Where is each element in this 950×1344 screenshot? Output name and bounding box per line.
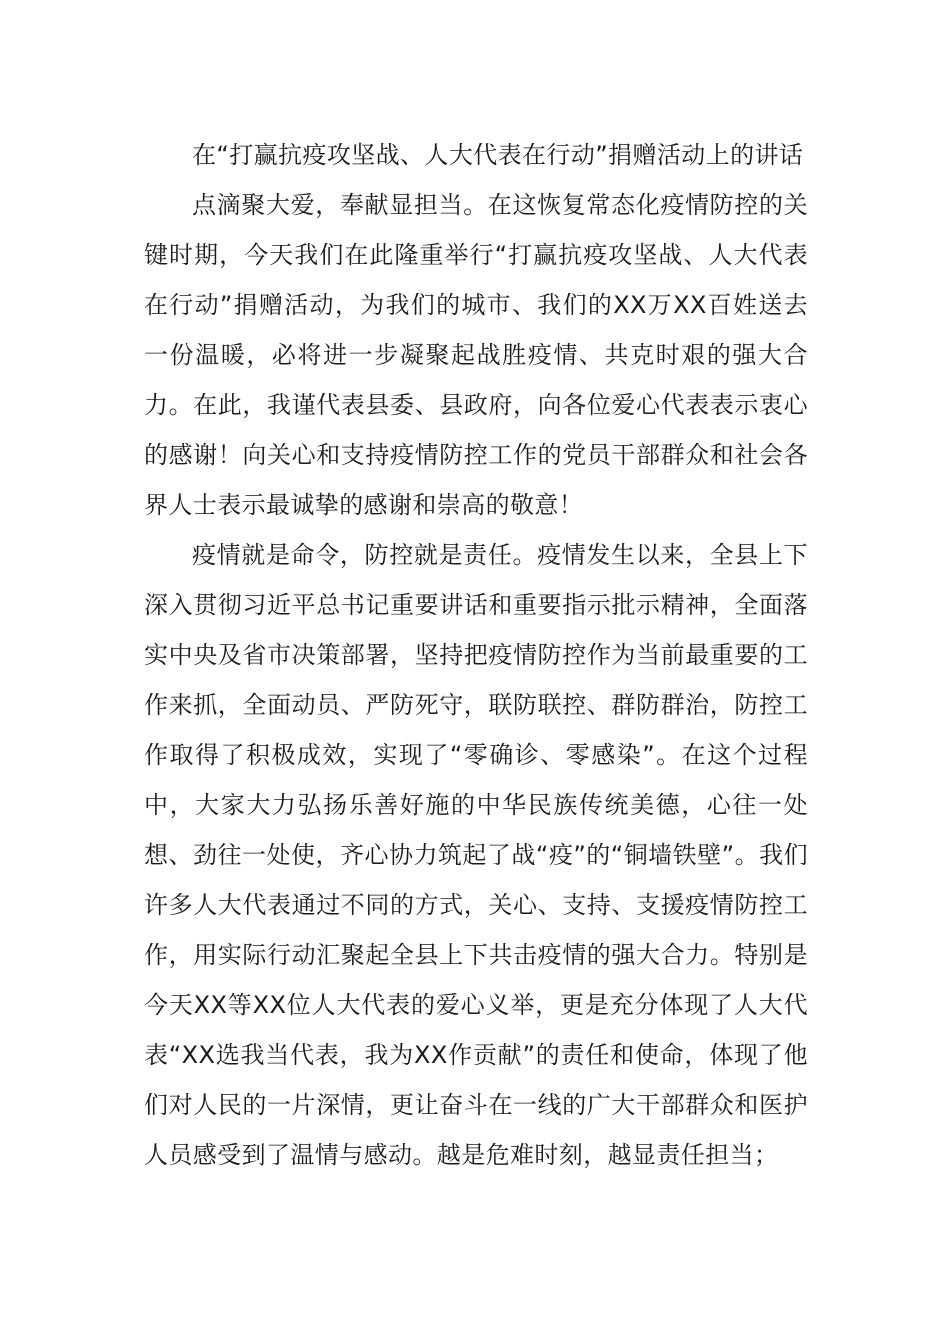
- speech-title: 在“打赢抗疫攻坚战、人大代表在行动”捐赠活动上的讲话: [192, 141, 804, 169]
- paragraph-2: 疫情就是命令，防控就是责任。疫情发生以来，全县上下深入贯彻习近平总书记重要讲话和重要指示批示精神，全面落实中央及省市决策部署，坚持把疫情防控作为当前最重要的工作来抓，全面动员、严防死守，联防联控、群防群治，防控工作取得了积极成效，实现了“零确诊、零感染”。在这个过程中，大家大力弘扬乐善好施的中华民族传统美德，心往一处想、劲往一处使，齐心协力筑起了战“疫”的“铜墙铁壁”。我们许多人大代表通过不同的方式，关心、支持、支援疫情防控工作，用实际行动汇聚起全县上下共击疫情的强大合力。特别是今天XX等XX位人大代表的爱心义举，更是充分体现了人大代表“XX选我当代表，我为XX作贡献”的责任和使命，体现了他们对人民的一片深情，更让奋斗在一线的广大干部群众和医护人员感受到了温情与感动。越是危难时刻，越显责任担当；: [144, 541, 808, 1169]
- paragraph-1: 点滴聚大爱，奉献显担当。在这恢复常态化疫情防控的关键时期，今天我们在此隆重举行“打赢抗疫攻坚战、人大代表在行动”捐赠活动，为我们的城市、我们的XX万XX百姓送去一份温暖，必将进一步凝聚起战胜疫情、共克时艰的强大合力。在此，我谨代表县委、县政府，向各位爱心代表表示衷心的感谢！向关心和支持疫情防控工作的党员干部群众和社会各界人士表示最诚挚的感谢和崇高的敬意！: [144, 191, 808, 519]
- document-page: [144, 130, 808, 1180]
